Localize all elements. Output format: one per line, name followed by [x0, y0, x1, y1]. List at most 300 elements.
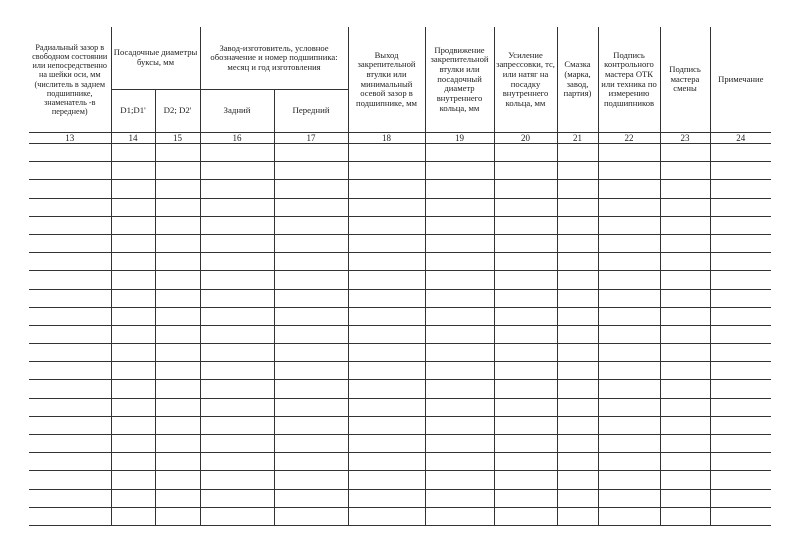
table-cell[interactable] — [348, 162, 425, 180]
table-cell[interactable] — [200, 198, 274, 216]
table-row — [29, 380, 771, 398]
table-cell[interactable] — [348, 398, 425, 416]
table-cell[interactable] — [660, 216, 710, 234]
table-cell[interactable] — [111, 289, 155, 307]
table-cell[interactable] — [557, 198, 598, 216]
table-cell[interactable] — [348, 216, 425, 234]
table-cell[interactable] — [29, 416, 111, 434]
table-cell[interactable] — [29, 325, 111, 343]
table-cell[interactable] — [200, 507, 274, 525]
table-cell[interactable] — [494, 344, 557, 362]
table-cell[interactable] — [274, 471, 348, 489]
table-cell[interactable] — [425, 489, 494, 507]
table-cell[interactable] — [494, 507, 557, 525]
table-cell[interactable] — [494, 489, 557, 507]
table-cell[interactable] — [660, 325, 710, 343]
table-cell[interactable] — [660, 198, 710, 216]
table-cell[interactable] — [425, 362, 494, 380]
table-cell[interactable] — [348, 271, 425, 289]
table-cell[interactable] — [274, 507, 348, 525]
table-cell[interactable] — [494, 416, 557, 434]
table-cell[interactable] — [710, 453, 771, 471]
table-row — [29, 325, 771, 343]
table-cell[interactable] — [155, 234, 200, 252]
header-d1-text: D1;D1' — [120, 105, 146, 116]
table-cell[interactable] — [200, 453, 274, 471]
header-radial-clearance-text: Радиальный зазор в свободном состоянии или непосредственно на шейки оси, мм (числитель в заднем подшипнике, знаменатель -в переднем) — [32, 42, 108, 117]
table-cell[interactable] — [598, 325, 660, 343]
table-cell[interactable] — [200, 398, 274, 416]
table-cell[interactable] — [660, 435, 710, 453]
table-cell[interactable] — [274, 416, 348, 434]
table-cell[interactable] — [425, 253, 494, 271]
table-cell[interactable] — [710, 289, 771, 307]
table-cell[interactable] — [111, 507, 155, 525]
table-cell[interactable] — [29, 453, 111, 471]
table-row — [29, 453, 771, 471]
table-cell[interactable] — [425, 435, 494, 453]
table-cell[interactable] — [660, 489, 710, 507]
table-cell[interactable] — [494, 271, 557, 289]
table-cell[interactable] — [557, 435, 598, 453]
table-row — [29, 271, 771, 289]
table-cell[interactable] — [29, 307, 111, 325]
table-cell[interactable] — [29, 271, 111, 289]
table-cell[interactable] — [155, 216, 200, 234]
table-cell[interactable] — [710, 180, 771, 198]
table-cell[interactable] — [348, 234, 425, 252]
header-sleeve-advance-text: Продвижение закрепительной втулки или посадочный диаметр внутреннего кольца, мм — [430, 44, 489, 113]
table-cell[interactable] — [494, 325, 557, 343]
table-cell[interactable] — [598, 307, 660, 325]
column-number: 20 — [494, 133, 557, 144]
table-cell[interactable] — [348, 344, 425, 362]
table-cell[interactable] — [494, 307, 557, 325]
table-cell[interactable] — [155, 398, 200, 416]
table-cell[interactable] — [598, 380, 660, 398]
table-cell[interactable] — [155, 362, 200, 380]
table-cell[interactable] — [200, 471, 274, 489]
table-cell[interactable] — [274, 289, 348, 307]
table-cell[interactable] — [660, 416, 710, 434]
column-number: 15 — [155, 133, 200, 144]
table-cell[interactable] — [710, 507, 771, 525]
table-cell[interactable] — [111, 271, 155, 289]
column-number: 24 — [710, 133, 771, 144]
table-cell[interactable] — [111, 307, 155, 325]
table-cell[interactable] — [348, 489, 425, 507]
table-cell[interactable] — [274, 180, 348, 198]
table-cell[interactable] — [710, 416, 771, 434]
table-cell[interactable] — [660, 507, 710, 525]
table-row — [29, 362, 771, 380]
table-cell[interactable] — [557, 380, 598, 398]
table-cell[interactable] — [200, 344, 274, 362]
table-cell[interactable] — [200, 325, 274, 343]
table-cell[interactable] — [557, 453, 598, 471]
table-cell[interactable] — [274, 435, 348, 453]
table-cell[interactable] — [155, 144, 200, 162]
table-cell[interactable] — [557, 398, 598, 416]
table-cell[interactable] — [348, 289, 425, 307]
table-cell[interactable] — [29, 144, 111, 162]
table-cell[interactable] — [710, 216, 771, 234]
table-cell[interactable] — [494, 362, 557, 380]
table-cell[interactable] — [494, 289, 557, 307]
table-cell[interactable] — [425, 471, 494, 489]
header-note-text: Примечание — [718, 73, 764, 84]
table-cell[interactable] — [425, 180, 494, 198]
table-cell[interactable] — [155, 162, 200, 180]
table-cell[interactable] — [155, 435, 200, 453]
table-cell[interactable] — [598, 216, 660, 234]
table-cell[interactable] — [710, 362, 771, 380]
column-number: 21 — [557, 133, 598, 144]
table-cell[interactable] — [557, 271, 598, 289]
table-cell[interactable] — [274, 307, 348, 325]
table-cell[interactable] — [598, 471, 660, 489]
column-number: 18 — [348, 133, 425, 144]
bearing-journal-table — [29, 27, 771, 526]
table-cell[interactable] — [200, 362, 274, 380]
table-row — [29, 198, 771, 216]
header-manufacturer-text: Завод-изготовитель, условное обозначение и номер подшипника: месяц и год изготовления — [210, 42, 338, 72]
table-cell[interactable] — [200, 489, 274, 507]
table-cell[interactable] — [348, 435, 425, 453]
table-cell[interactable] — [155, 380, 200, 398]
table-cell[interactable] — [710, 307, 771, 325]
table-cell[interactable] — [660, 307, 710, 325]
table-cell[interactable] — [155, 471, 200, 489]
table-cell[interactable] — [425, 398, 494, 416]
table-cell[interactable] — [660, 253, 710, 271]
table-cell[interactable] — [29, 489, 111, 507]
table-cell[interactable] — [598, 180, 660, 198]
table-row — [29, 289, 771, 307]
table-cell[interactable] — [660, 144, 710, 162]
table-cell[interactable] — [598, 234, 660, 252]
header-sleeve-exit-text: Выход закрепительной втулки или минимальный осевой зазор в подшипнике, мм — [356, 49, 417, 108]
table-cell[interactable] — [660, 344, 710, 362]
table-cell[interactable] — [660, 453, 710, 471]
header-seat-diameters-text: Посадочные диаметры буксы, мм — [113, 47, 198, 67]
table-cell[interactable] — [557, 180, 598, 198]
table-cell[interactable] — [111, 453, 155, 471]
table-cell[interactable] — [710, 162, 771, 180]
table-cell[interactable] — [274, 162, 348, 180]
table-cell[interactable] — [660, 380, 710, 398]
table-cell[interactable] — [494, 453, 557, 471]
table-cell[interactable] — [155, 344, 200, 362]
table-cell[interactable] — [200, 216, 274, 234]
table-cell[interactable] — [710, 198, 771, 216]
table-cell[interactable] — [598, 507, 660, 525]
table-row — [29, 162, 771, 180]
table-cell[interactable] — [274, 489, 348, 507]
table-cell[interactable] — [425, 453, 494, 471]
table-cell[interactable] — [660, 180, 710, 198]
header-press-force-text: Усиление запрессовки, тс, или натяг на посадку внутреннего кольца, мм — [496, 49, 555, 108]
table-cell[interactable] — [425, 416, 494, 434]
header-otk-signature-text: Подпись контрольного мастера ОТК или техника по измерению подшипников — [601, 49, 657, 108]
table-cell[interactable] — [274, 216, 348, 234]
header-front — [274, 90, 348, 133]
column-number: 16 — [200, 133, 274, 144]
table-cell[interactable] — [29, 435, 111, 453]
table-cell[interactable] — [111, 489, 155, 507]
table-cell[interactable] — [155, 453, 200, 471]
table-cell[interactable] — [660, 289, 710, 307]
table-cell[interactable] — [348, 380, 425, 398]
table-cell[interactable] — [274, 344, 348, 362]
table-cell[interactable] — [200, 144, 274, 162]
table-cell[interactable] — [29, 344, 111, 362]
table-cell[interactable] — [155, 198, 200, 216]
table-cell[interactable] — [155, 416, 200, 434]
column-number: 22 — [598, 133, 660, 144]
table-row — [29, 507, 771, 525]
table-cell[interactable] — [598, 453, 660, 471]
table-cell[interactable] — [557, 216, 598, 234]
table-cell[interactable] — [29, 507, 111, 525]
table-cell[interactable] — [557, 144, 598, 162]
table-cell[interactable] — [155, 253, 200, 271]
table-cell[interactable] — [111, 180, 155, 198]
table-cell[interactable] — [200, 234, 274, 252]
table-cell[interactable] — [348, 198, 425, 216]
table-cell[interactable] — [348, 471, 425, 489]
column-number: 13 — [29, 133, 111, 144]
table-cell[interactable] — [29, 162, 111, 180]
table-cell[interactable] — [425, 271, 494, 289]
table-cell[interactable] — [557, 307, 598, 325]
table-cell[interactable] — [710, 325, 771, 343]
table-cell[interactable] — [598, 253, 660, 271]
table-cell[interactable] — [425, 198, 494, 216]
table-cell[interactable] — [598, 416, 660, 434]
table-cell[interactable] — [29, 234, 111, 252]
table-cell[interactable] — [348, 253, 425, 271]
table-cell[interactable] — [598, 344, 660, 362]
table-cell[interactable] — [425, 507, 494, 525]
table-cell[interactable] — [494, 144, 557, 162]
table-cell[interactable] — [155, 289, 200, 307]
table-cell[interactable] — [111, 234, 155, 252]
table-cell[interactable] — [710, 253, 771, 271]
column-number: 14 — [111, 133, 155, 144]
table-cell[interactable] — [200, 416, 274, 434]
table-cell[interactable] — [29, 289, 111, 307]
table-cell[interactable] — [29, 216, 111, 234]
table-cell[interactable] — [710, 234, 771, 252]
table-cell[interactable] — [598, 398, 660, 416]
header-radial-clearance — [29, 27, 111, 133]
table-cell[interactable] — [425, 344, 494, 362]
table-cell[interactable] — [200, 435, 274, 453]
table-cell[interactable] — [494, 180, 557, 198]
table-cell[interactable] — [710, 398, 771, 416]
table-cell[interactable] — [274, 453, 348, 471]
table-cell[interactable] — [274, 253, 348, 271]
table-cell[interactable] — [200, 253, 274, 271]
table-cell[interactable] — [710, 344, 771, 362]
header-manufacturer — [200, 27, 348, 90]
table-cell[interactable] — [274, 198, 348, 216]
table-cell[interactable] — [200, 162, 274, 180]
table-cell[interactable] — [557, 253, 598, 271]
header-sleeve-exit — [348, 27, 425, 133]
table-cell[interactable] — [710, 380, 771, 398]
table-cell[interactable] — [111, 362, 155, 380]
table-cell[interactable] — [598, 362, 660, 380]
table-cell[interactable] — [29, 380, 111, 398]
table-cell[interactable] — [557, 325, 598, 343]
table-cell[interactable] — [494, 398, 557, 416]
table-cell[interactable] — [494, 471, 557, 489]
table-cell[interactable] — [425, 380, 494, 398]
table-cell[interactable] — [348, 144, 425, 162]
header-sleeve-advance — [425, 27, 494, 133]
header-d2-text: D2; D2' — [163, 105, 192, 116]
table-row — [29, 144, 771, 162]
table-cell[interactable] — [425, 216, 494, 234]
column-number: 17 — [274, 133, 348, 144]
table-cell[interactable] — [425, 162, 494, 180]
table-cell[interactable] — [111, 325, 155, 343]
table-cell[interactable] — [494, 162, 557, 180]
table-cell[interactable] — [274, 271, 348, 289]
table-cell[interactable] — [660, 162, 710, 180]
table-cell[interactable] — [111, 471, 155, 489]
table-cell[interactable] — [660, 271, 710, 289]
table-row — [29, 398, 771, 416]
column-number: 19 — [425, 133, 494, 144]
table-cell[interactable] — [598, 289, 660, 307]
table-cell[interactable] — [29, 198, 111, 216]
table-row — [29, 471, 771, 489]
table-cell[interactable] — [155, 307, 200, 325]
table-cell[interactable] — [557, 289, 598, 307]
table-cell[interactable] — [274, 362, 348, 380]
table-cell[interactable] — [274, 325, 348, 343]
table-cell[interactable] — [155, 325, 200, 343]
table-cell[interactable] — [348, 362, 425, 380]
table-row — [29, 253, 771, 271]
table-cell[interactable] — [557, 489, 598, 507]
table-cell[interactable] — [348, 180, 425, 198]
table-cell[interactable] — [111, 162, 155, 180]
table-cell[interactable] — [274, 144, 348, 162]
table-cell[interactable] — [710, 471, 771, 489]
table-cell[interactable] — [710, 271, 771, 289]
table-cell[interactable] — [29, 253, 111, 271]
table-cell[interactable] — [660, 398, 710, 416]
table-cell[interactable] — [598, 144, 660, 162]
table-cell[interactable] — [348, 453, 425, 471]
table-cell[interactable] — [494, 435, 557, 453]
table-cell[interactable] — [348, 416, 425, 434]
table-cell[interactable] — [425, 144, 494, 162]
table-cell[interactable] — [598, 162, 660, 180]
table-cell[interactable] — [710, 144, 771, 162]
header-note — [710, 27, 771, 133]
table-cell[interactable] — [494, 198, 557, 216]
table-cell[interactable] — [557, 362, 598, 380]
table-cell[interactable] — [200, 307, 274, 325]
table-cell[interactable] — [111, 416, 155, 434]
table-cell[interactable] — [557, 162, 598, 180]
table-cell[interactable] — [425, 325, 494, 343]
column-number-row — [29, 133, 771, 144]
table-cell[interactable] — [557, 471, 598, 489]
table-cell[interactable] — [710, 435, 771, 453]
table-cell[interactable] — [111, 144, 155, 162]
table-cell[interactable] — [29, 362, 111, 380]
table-cell[interactable] — [494, 253, 557, 271]
table-cell[interactable] — [425, 289, 494, 307]
table-cell[interactable] — [425, 234, 494, 252]
table-cell[interactable] — [557, 234, 598, 252]
table-cell[interactable] — [494, 216, 557, 234]
table-cell[interactable] — [557, 507, 598, 525]
table-cell[interactable] — [111, 398, 155, 416]
table-cell[interactable] — [598, 489, 660, 507]
table-cell[interactable] — [494, 380, 557, 398]
header-d2 — [155, 90, 200, 133]
table-cell[interactable] — [29, 180, 111, 198]
table-cell[interactable] — [348, 307, 425, 325]
table-cell[interactable] — [660, 362, 710, 380]
table-cell[interactable] — [200, 289, 274, 307]
table-cell[interactable] — [155, 271, 200, 289]
table-cell[interactable] — [111, 380, 155, 398]
table-row — [29, 216, 771, 234]
table-cell[interactable] — [111, 216, 155, 234]
table-cell[interactable] — [274, 380, 348, 398]
table-cell[interactable] — [425, 307, 494, 325]
table-cell[interactable] — [557, 416, 598, 434]
table-cell[interactable] — [660, 471, 710, 489]
table-cell[interactable] — [710, 489, 771, 507]
table-cell[interactable] — [155, 489, 200, 507]
table-cell[interactable] — [200, 380, 274, 398]
table-cell[interactable] — [29, 398, 111, 416]
table-cell[interactable] — [29, 471, 111, 489]
table-cell[interactable] — [155, 507, 200, 525]
table-cell[interactable] — [557, 344, 598, 362]
table-row — [29, 416, 771, 434]
table-cell[interactable] — [111, 435, 155, 453]
column-number: 23 — [660, 133, 710, 144]
table-cell[interactable] — [348, 507, 425, 525]
table-cell[interactable] — [155, 180, 200, 198]
table-cell[interactable] — [494, 234, 557, 252]
table-cell[interactable] — [111, 253, 155, 271]
table-cell[interactable] — [200, 271, 274, 289]
header-grease-text: Смазка (марка, завод, партия) — [563, 59, 592, 99]
table-cell[interactable] — [111, 344, 155, 362]
table-cell[interactable] — [598, 435, 660, 453]
table-cell[interactable] — [598, 271, 660, 289]
table-cell[interactable] — [274, 234, 348, 252]
table-cell[interactable] — [660, 234, 710, 252]
table-cell[interactable] — [274, 398, 348, 416]
table-cell[interactable] — [200, 180, 274, 198]
empty-entry-rows — [29, 144, 771, 526]
table-cell[interactable] — [111, 198, 155, 216]
table-cell[interactable] — [598, 198, 660, 216]
table-cell[interactable] — [348, 325, 425, 343]
